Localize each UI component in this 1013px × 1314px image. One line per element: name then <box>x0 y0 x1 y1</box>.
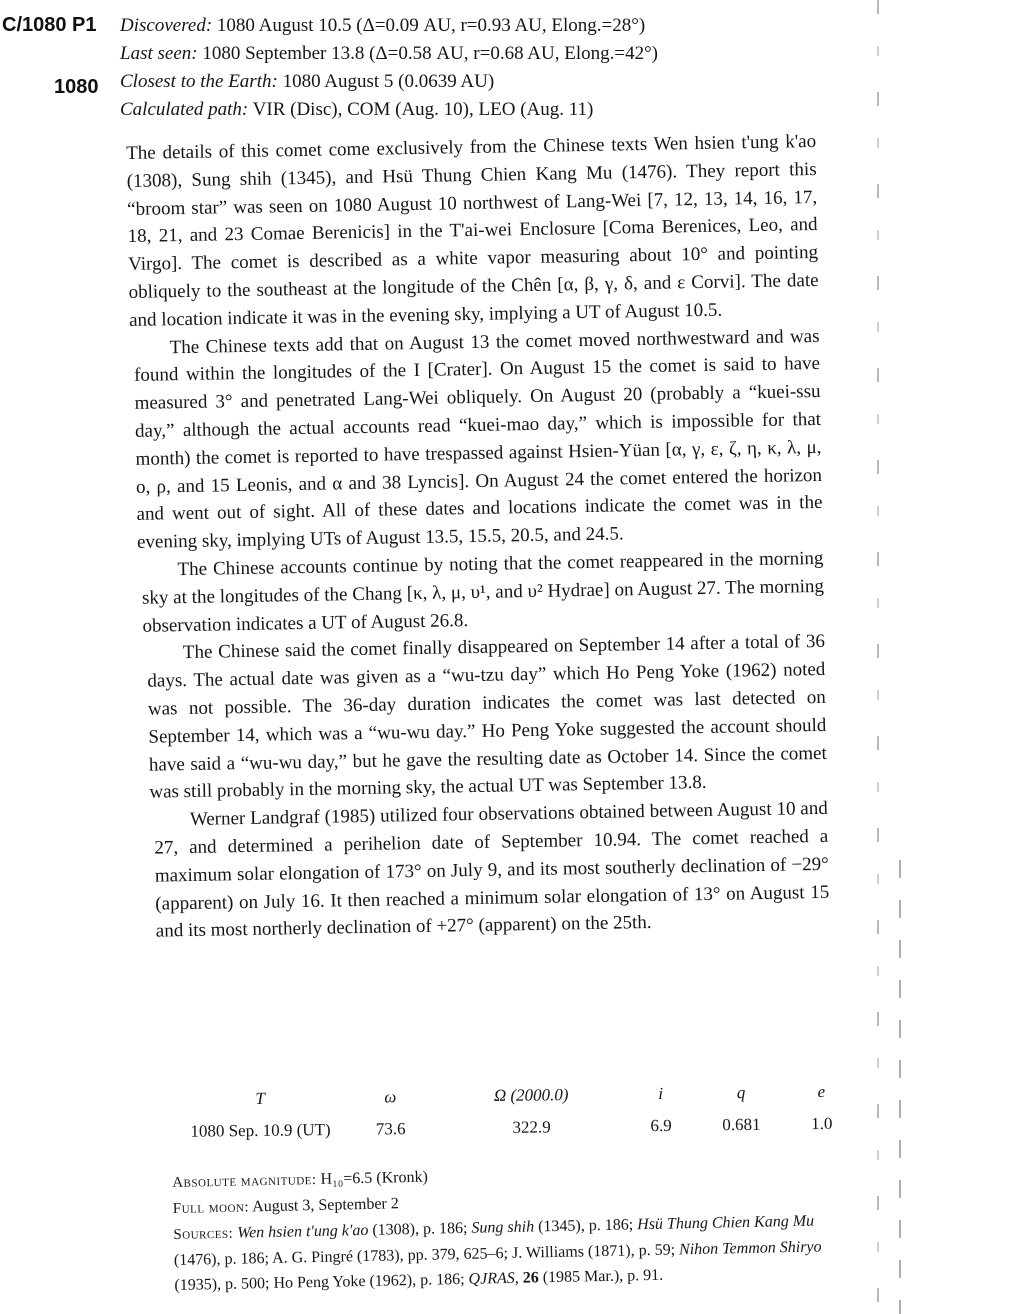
full-moon-label: Full moon: <box>172 1199 250 1217</box>
last-seen-label: Last seen: <box>120 43 198 64</box>
absolute-magnitude-label: Absolute magnitude: <box>172 1171 317 1191</box>
last-seen-value: 1080 September 13.8 (Δ=0.58 AU, r=0.68 AU, Elong.=42°) <box>197 43 658 64</box>
source-detail: (1308), p. 186; <box>368 1219 472 1239</box>
source-volume: 26 <box>522 1269 539 1287</box>
orbital-elements-table <box>170 1080 851 1146</box>
source-title: QJRAS <box>468 1269 515 1288</box>
source-detail: (1476), p. 186; A. G. Pingré (1783), pp. 379, 625–6; J. Williams (1871), p. 59; <box>173 1241 680 1269</box>
source-detail: (1345), p. 186; <box>533 1216 638 1236</box>
value-perihelion-distance: 0.681 <box>722 1114 761 1135</box>
paragraph-2: The Chinese texts add that on August 13 the comet moved northwestward and was found within the longitudes of the I [Crater]. On August 15 the comet is said to have measured 3° and penetrated Lang-Wei obliquely. On August 20 (probably a “kuei-ssu day,” although the actual accounts read “kuei-mao day,” which is impossible for that month) the comet is reported to have trespassed against Hsien-Yüan [α, γ, ε, ζ, η, κ, λ, μ, ο, ρ, and 15 Leonis, and α and 38 Lyncis]. On August 24 the comet entered the horizon and went out of sight. All of these dates and locations indicate the comet was in the evening sky, implying UTs of August 13.5, 15.5, 20.5, and 24.5. <box>133 325 823 554</box>
header-arg-perihelion: ω <box>384 1087 397 1107</box>
scan-artifact-line <box>899 860 901 1314</box>
header-eccentricity: e <box>817 1081 826 1102</box>
full-moon-value: August 3, September 2 <box>248 1195 399 1216</box>
body-text <box>126 128 830 946</box>
value-ascending-node: 322.9 <box>512 1117 551 1137</box>
value-inclination: 6.9 <box>650 1115 672 1136</box>
absolute-magnitude-value: H₁₀=6.5 (Kronk) <box>316 1168 429 1188</box>
paragraph-5: Werner Landgraf (1985) utilized four observations obtained between August 10 and 27, and determined a perihelion date of September 10.94. The comet reached a maximum solar elongation of 173° on July 9, and its most southerly declination of −29° (apparent) on July 16. It then reached a minimum solar elongation of 13° on August 15 and its most northerly declination of +27° (apparent) on the 25th. <box>154 797 830 942</box>
source-title: Sung shih <box>471 1218 535 1237</box>
scan-artifact-line <box>877 0 879 1314</box>
calculated-path-label: Calculated path: <box>120 99 249 120</box>
last-seen-line <box>120 40 820 68</box>
paragraph-1: The details of this comet come exclusively from the Chinese texts Wen hsien t'ung k'ao (1308), Sung shih (1345), and Hsü Thung Chien Kang Mu (1476). They report this “broom star” was seen on 1080 August 10 northwest of Lang-Wei [7, 12, 13, 14, 16, 17, 18, 21, and 23 Comae Berenicis] in the T'ai-wei Enclosure [Coma Berenices, Leo, and Virgo]. The comet is described as a white vapor measuring about 10° and pointing obliquely to the southeast at the longitude of the Chên [α, β, γ, δ, and ε Corvi]. The date and location indicate it was in the evening sky, implying a UT of August 10.5. <box>126 130 819 331</box>
elements-table <box>170 1080 851 1146</box>
header-ascending-node: Ω (2000.0) <box>493 1085 569 1106</box>
calculated-path-value: VIR (Disc), COM (Aug. 10), LEO (Aug. 11) <box>248 99 594 120</box>
source-detail: (1935), p. 500; Ho Peng Yoke (1962), p. 186; <box>174 1270 469 1294</box>
header-perihelion-time: T <box>255 1088 265 1108</box>
comet-designation: C/1080 P1 <box>2 14 97 36</box>
value-arg-perihelion: 73.6 <box>375 1119 406 1139</box>
closest-approach-label: Closest to the Earth: <box>120 71 278 92</box>
discovered-value: 1080 August 10.5 (Δ=0.09 AU, r=0.93 AU, Elong.=28°) <box>212 15 646 36</box>
source-title: Nihon Temmon Shiryo <box>678 1238 822 1259</box>
paragraph-4: The Chinese said the comet finally disappeared on September 14 after a total of 36 days. The actual date was given as a “wu-tzu day” which Ho Peng Yoke (1962) noted was not possible. The 36-day duration indicates the comet was last detected on September 14, which was a “wu-wu day.” Ho Peng Yoke suggested the account should have said a “wu-wu day,” but he gave the resulting date as October 14. Since the comet was still probably in the morning sky, the actual UT was September 13.8. <box>147 631 827 804</box>
source-title: Hsü Thung Chien Kang Mu <box>637 1212 815 1234</box>
discovered-label: Discovered: <box>120 15 213 36</box>
value-eccentricity: 1.0 <box>811 1113 833 1134</box>
source-title: Wen hsien t'ung k'ao <box>237 1221 369 1242</box>
footnotes <box>172 1156 855 1298</box>
calculated-path-line <box>120 96 820 124</box>
discovered-line <box>120 12 820 40</box>
closest-approach-value: 1080 August 5 (0.0639 AU) <box>277 71 495 92</box>
header-perihelion-distance: q <box>736 1082 746 1103</box>
value-perihelion-time: 1080 Sep. 10.9 (UT) <box>190 1120 331 1141</box>
observation-summary <box>120 12 820 124</box>
sources-note <box>173 1208 854 1298</box>
sources-label: Sources: <box>173 1225 234 1243</box>
source-separator: , <box>514 1269 523 1287</box>
source-detail: (1985 Mar.), p. 91. <box>538 1266 664 1287</box>
header-inclination: i <box>658 1083 664 1104</box>
paragraph-3: The Chinese accounts continue by noting that the comet reappeared in the morning sky at the longitudes of the Chang [κ, λ, μ, υ¹, and υ² Hydrae] on August 27. The morning observation indicates a UT of August 26.8. <box>141 547 825 637</box>
year-marker: 1080 <box>54 76 99 98</box>
closest-approach-line <box>120 68 820 96</box>
